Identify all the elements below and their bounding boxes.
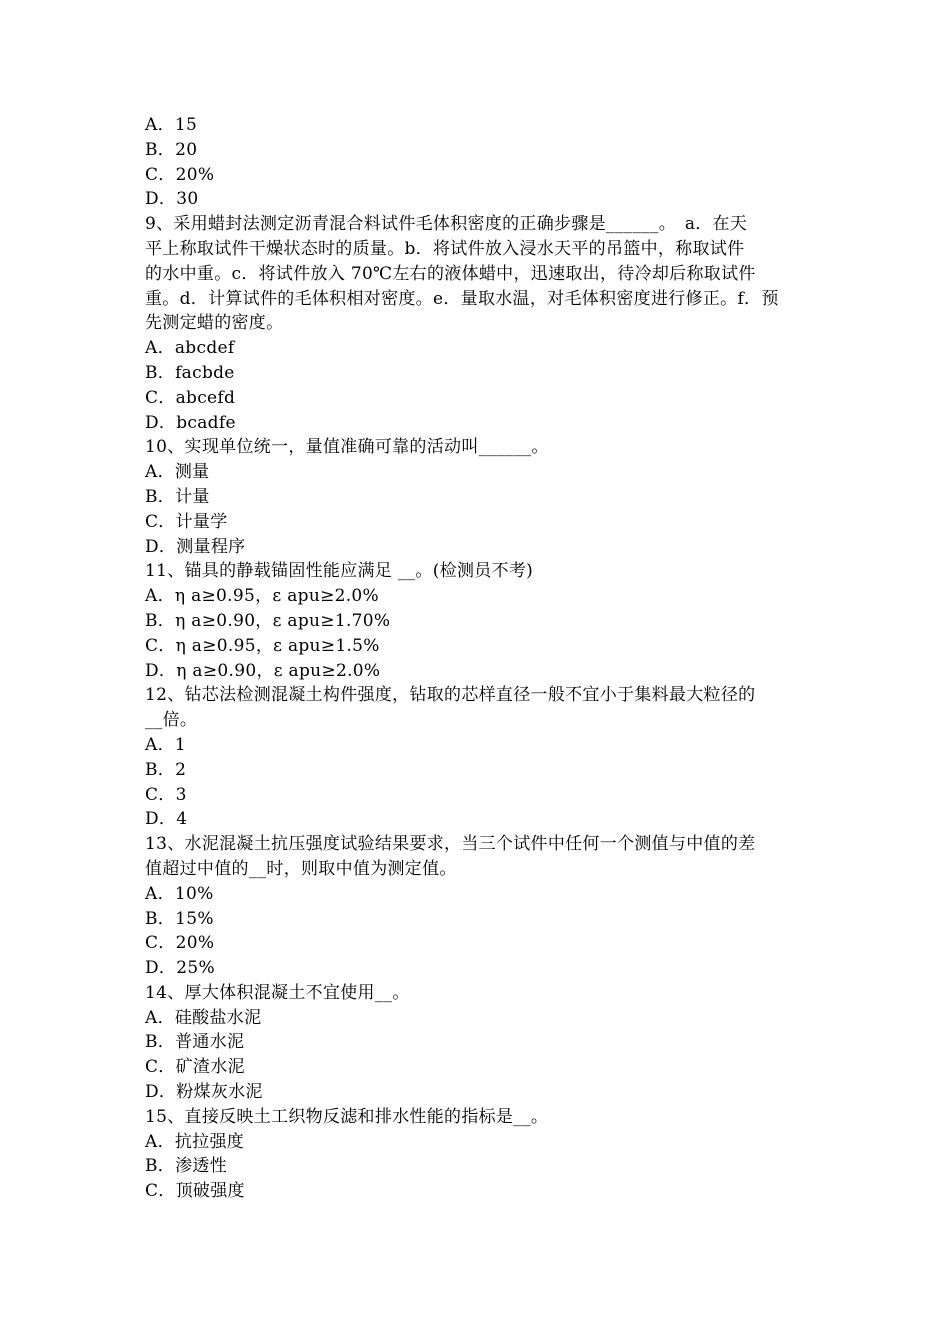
option-line: A．硅酸盐水泥 xyxy=(145,1007,262,1028)
option-line: B．普通水泥 xyxy=(145,1032,245,1053)
option-line: D．η a≥0.90，ε apu≥2.0% xyxy=(145,660,381,681)
question-9-text: 的水中重。c．将试件放入 70℃左右的液体蜡中，迅速取出，待冷却后称取试件 xyxy=(145,263,756,284)
option-line: D．粉煤灰水泥 xyxy=(145,1082,263,1103)
option-line: D．4 xyxy=(145,809,188,830)
option-line: A．10% xyxy=(145,883,214,904)
option-line: D．bcadfe xyxy=(145,412,236,433)
option-line: B．计量 xyxy=(145,486,210,507)
option-line: C．20% xyxy=(145,164,215,185)
question-9-text: 重。d．计算试件的毛体积相对密度。e．量取水温，对毛体积密度进行修正。f．预 xyxy=(145,288,779,309)
option-line: A．η a≥0.95，ε apu≥2.0% xyxy=(145,586,380,607)
option-line: C．3 xyxy=(145,784,187,805)
option-line: C．计量学 xyxy=(145,511,228,532)
question-13-text: 13、水泥混凝土抗压强度试验结果要求，当三个试件中任何一个测值与中值的差 xyxy=(145,834,756,855)
option-line: B．facbde xyxy=(145,362,235,383)
question-15-text: 15、直接反映土工织物反滤和排水性能的指标是__。 xyxy=(145,1106,549,1127)
option-line: D．测量程序 xyxy=(145,536,246,557)
question-10-text: 10、实现单位统一，量值准确可靠的活动叫______。 xyxy=(145,437,549,458)
document-body xyxy=(145,113,815,1204)
question-9-text: 先测定蜡的密度。 xyxy=(145,313,284,334)
question-14-text: 14、厚大体积混凝土不宜使用__。 xyxy=(145,982,410,1003)
question-11-text: 11、锚具的静载锚固性能应满足 __。(检测员不考) xyxy=(145,561,534,582)
option-line: A．测量 xyxy=(145,462,210,483)
option-line: C．矿渣水泥 xyxy=(145,1057,245,1078)
option-line: C．20% xyxy=(145,933,215,954)
option-line: A．1 xyxy=(145,734,186,755)
option-line: B．η a≥0.90，ε apu≥1.70% xyxy=(145,610,391,631)
question-9-text: 9、采用蜡封法测定沥青混合料试件毛体积密度的正确步骤是______。 a．在天 xyxy=(145,214,748,235)
option-line: B．15% xyxy=(145,908,214,929)
option-line: C．顶破强度 xyxy=(145,1181,245,1202)
question-13-text: 值超过中值的__时，则取中值为测定值。 xyxy=(145,858,457,879)
option-line: B．2 xyxy=(145,759,187,780)
option-line: B．20 xyxy=(145,139,198,160)
option-line: D．25% xyxy=(145,958,215,979)
option-line: A．15 xyxy=(145,115,198,135)
question-12-text: __倍。 xyxy=(145,710,198,731)
option-line: A．abcdef xyxy=(145,338,235,359)
option-line: C．abcefd xyxy=(145,387,236,408)
option-line: D．30 xyxy=(145,189,199,210)
option-line: B．渗透性 xyxy=(145,1156,227,1177)
option-line: A．抗拉强度 xyxy=(145,1131,245,1152)
option-line: C．η a≥0.95，ε apu≥1.5% xyxy=(145,635,380,656)
question-12-text: 12、钻芯法检测混凝土构件强度，钻取的芯样直径一般不宜小于集料最大粒径的 xyxy=(145,685,756,706)
question-9-text: 平上称取试件干燥状态时的质量。b．将试件放入浸水天平的吊篮中，称取试件 xyxy=(145,238,745,259)
